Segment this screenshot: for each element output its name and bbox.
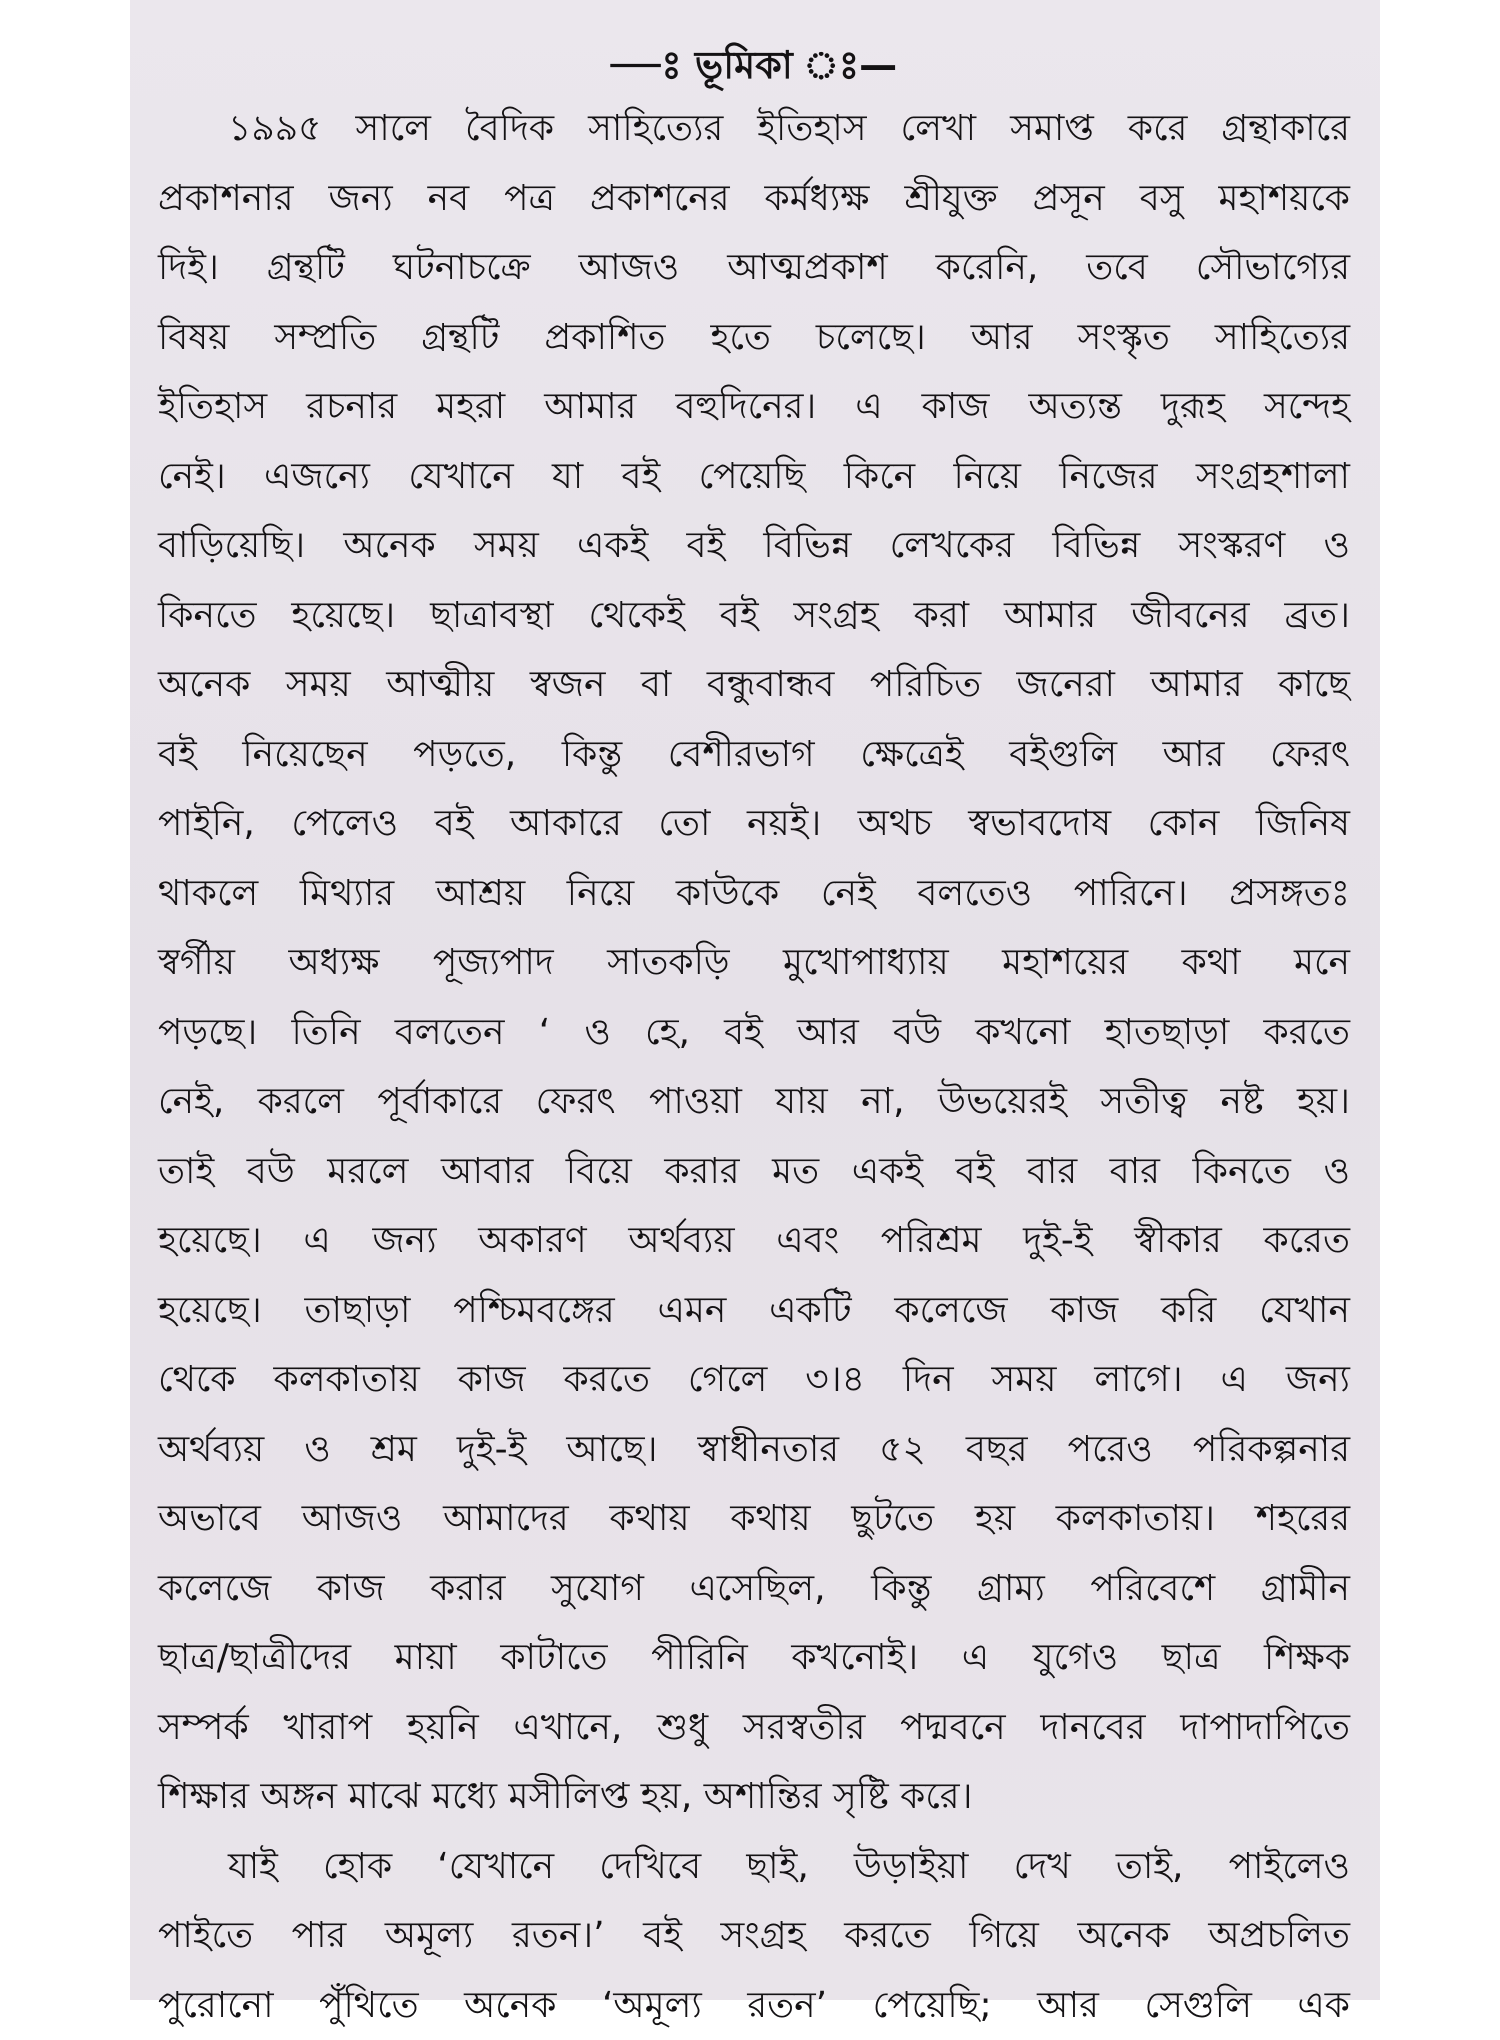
- text-line: স্বর্গীয় অধ্যক্ষ পূজ্যপাদ সাতকড়ি মুখোপাধ্যায় মহাশয়ের কথা মনে: [158, 928, 1350, 998]
- text-line: প্রকাশনার জন্য নব পত্র প্রকাশনের কর্মধ্যক্ষ শ্রীযুক্ত প্রসূন বসু মহাশয়কে: [158, 164, 1350, 234]
- text-line: যাই হোক ‘যেখানে দেখিবে ছাই, উড়াইয়া দেখ তাই, পাইলেও: [158, 1832, 1350, 1902]
- text-line: তাই বউ মরলে আবার বিয়ে করার মত একই বই বার বার কিনতে ও: [158, 1137, 1350, 1207]
- book-page: [130, 0, 1380, 2000]
- text-line: হয়েছে। তাছাড়া পশ্চিমবঙ্গের এমন একটি কলেজে কাজ করি যেখান: [158, 1276, 1350, 1346]
- page-heading: —ঃ ভূমিকা ঃ—: [158, 36, 1350, 94]
- text-line: বিষয় সম্প্রতি গ্রন্থটি প্রকাশিত হতে চলেছে। আর সংস্কৃত সাহিত্যের: [158, 303, 1350, 373]
- text-line: থেকে কলকাতায় কাজ করতে গেলে ৩।৪ দিন সময় লাগে। এ জন্য: [158, 1345, 1350, 1415]
- text-line: পড়ছে। তিনি বলতেন ‘ ও হে, বই আর বউ কখনো হাতছাড়া করতে: [158, 998, 1350, 1068]
- text-line: অভাবে আজও আমাদের কথায় কথায় ছুটতে হয় কলকাতায়। শহরের: [158, 1484, 1350, 1554]
- text-line: ইতিহাস রচনার মহরা আমার বহুদিনের। এ কাজ অত্যন্ত দুরূহ সন্দেহ: [158, 372, 1350, 442]
- text-line: পাইনি, পেলেও বই আকারে তো নয়ই। অথচ স্বভাবদোষ কোন জিনিষ: [158, 789, 1350, 859]
- text-line: কিনতে হয়েছে। ছাত্রাবস্থা থেকেই বই সংগ্রহ করা আমার জীবনের ব্রত।: [158, 581, 1350, 651]
- text-line: দিই। গ্রন্থটি ঘটনাচক্রে আজও আত্মপ্রকাশ করেনি, তবে সৌভাগ্যের: [158, 233, 1350, 303]
- paragraph-2: [158, 1832, 1350, 2040]
- left-margin: [0, 0, 130, 2000]
- text-line: বই নিয়েছেন পড়তে, কিন্তু বেশীরভাগ ক্ষেত্রেই বইগুলি আর ফেরৎ: [158, 720, 1350, 790]
- text-line: থাকলে মিথ্যার আশ্রয় নিয়ে কাউকে নেই বলতেও পারিনে। প্রসঙ্গতঃ: [158, 859, 1350, 929]
- text-line: পাইতে পার অমূল্য রতন।’ বই সংগ্রহ করতে গিয়ে অনেক অপ্রচলিত: [158, 1901, 1350, 1971]
- text-line: নেই। এজন্যে যেখানে যা বই পেয়েছি কিনে নিয়ে নিজের সংগ্রহশালা: [158, 442, 1350, 512]
- text-line: হয়েছে। এ জন্য অকারণ অর্থব্যয় এবং পরিশ্রম দুই-ই স্বীকার করেত: [158, 1206, 1350, 1276]
- text-line: পুরোনো পুঁথিতে অনেক ‘অমূল্য রতন’ পেয়েছি; আর সেগুলি এক: [158, 1971, 1350, 2040]
- right-margin: [1380, 0, 1500, 2000]
- text-line: অনেক সময় আত্মীয় স্বজন বা বন্ধুবান্ধব পরিচিত জনেরা আমার কাছে: [158, 650, 1350, 720]
- text-line: ১৯৯৫ সালে বৈদিক সাহিত্যের ইতিহাস লেখা সমাপ্ত করে গ্রন্থাকারে: [158, 94, 1350, 164]
- text-line: শিক্ষার অঙ্গন মাঝে মধ্যে মসীলিপ্ত হয়, অশান্তির সৃষ্টি করে।: [158, 1762, 1350, 1832]
- text-line: নেই, করলে পূর্বাকারে ফেরৎ পাওয়া যায় না, উভয়েরই সতীত্ব নষ্ট হয়।: [158, 1067, 1350, 1137]
- text-line: ছাত্র/ছাত্রীদের মায়া কাটাতে পীরিনি কখনোই। এ যুগেও ছাত্র শিক্ষক: [158, 1623, 1350, 1693]
- page-text: [158, 36, 1350, 2040]
- text-line: সম্পর্ক খারাপ হয়নি এখানে, শুধু সরস্বতীর পদ্মবনে দানবের দাপাদাপিতে: [158, 1693, 1350, 1763]
- paragraph-1: [158, 94, 1350, 1832]
- text-line: অর্থব্যয় ও শ্রম দুই-ই আছে। স্বাধীনতার ৫২ বছর পরেও পরিকল্পনার: [158, 1415, 1350, 1485]
- text-line: বাড়িয়েছি। অনেক সময় একই বই বিভিন্ন লেখকের বিভিন্ন সংস্করণ ও: [158, 511, 1350, 581]
- text-line: কলেজে কাজ করার সুযোগ এসেছিল, কিন্তু গ্রাম্য পরিবেশে গ্রামীন: [158, 1554, 1350, 1624]
